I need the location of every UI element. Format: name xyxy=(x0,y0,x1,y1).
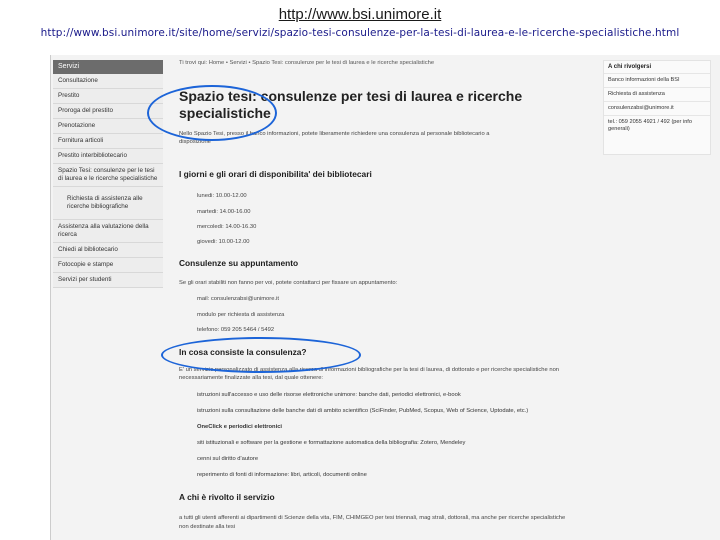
appointment-mail[interactable]: mail: consulenzabsi@unimore.it xyxy=(197,296,279,302)
aside-link-telefono: tel.: 059 2055 4921 / 492 (per info generali) xyxy=(604,115,710,136)
consult-item-banche-dati[interactable]: istruzioni sulla consultazione delle banche dati di ambito scientifico (SciFinder, PubMed, Scopus, Web of Science, Uptodate, etc.) xyxy=(197,408,529,414)
page-title-line1: Spazio tesi: consulenze per tesi di laurea e ricerche xyxy=(179,88,523,104)
sidebar-item-proroga[interactable]: Proroga del prestito xyxy=(53,104,163,119)
aside-header: A chi rivolgersi xyxy=(608,64,652,70)
appointment-text: Se gli orari stabiliti non fanno per voi, potete contattarci per fissare un appuntamento: xyxy=(179,280,398,286)
audience-line2: non destinate alla tesi xyxy=(179,524,236,530)
highlight-ellipse-consult xyxy=(161,337,361,373)
page-title-line2: specialistiche xyxy=(179,105,271,121)
consult-item-risorse[interactable]: istruzioni sull'accesso e uso delle risorse elettroniche unimore: banche dati, periodici elettronici, e-book xyxy=(197,392,461,398)
audience-line1: a tutti gli utenti afferenti ai dipartimenti di Scienze della vita, FIM, CHIMGEO per tesi triennali, mag strali, dottorali, ma anche per ricerche specialistiche xyxy=(179,515,566,521)
consult-line2: necessariamente finalizzate alla tesi, dal quale ottenere: xyxy=(179,375,324,381)
slide-title[interactable]: http://www.bsi.unimore.it xyxy=(278,6,442,23)
slide-url[interactable]: http://www.bsi.unimore.it/site/home/servizi/spazio-tesi-consulenze-per-la-tesi-di-laurea-e-le-ricerche-specialistiche.html xyxy=(40,27,680,39)
sidebar-item-assistenza-ricerche[interactable]: Richiesta di assistenza alle ricerche bibliografiche xyxy=(53,187,163,220)
sidebar-item-consultazione[interactable]: Consultazione xyxy=(53,74,163,89)
aside-link-banco[interactable]: Banco informazioni della BSI xyxy=(604,73,710,87)
consult-item-reperimento: reperimento di fonti di informazione: libri, articoli, documenti online xyxy=(197,472,367,478)
sidebar-item-spazio-tesi[interactable]: Spazio Tesi: consulenze per le tesi di laurea e le ricerche specialistiche xyxy=(53,164,163,187)
contact-aside xyxy=(603,60,711,155)
consult-item-bibliografia[interactable]: siti istituzionali e software per la gestione e formattazione automatica della bibliografia: Zotero, Mendeley xyxy=(197,440,466,446)
highlight-ellipse-title xyxy=(147,85,277,141)
sidebar-item-chiedi[interactable]: Chiedi al bibliotecario xyxy=(53,243,163,258)
schedule-wednesday: mercoledi: 14.00-16.30 xyxy=(197,224,257,230)
aside-link-assistenza[interactable]: Richiesta di assistenza xyxy=(604,87,710,101)
sidebar-header: Servizi xyxy=(53,60,163,74)
sidebar-item-fornitura[interactable]: Fornitura articoli xyxy=(53,134,163,149)
sidebar-item-studenti[interactable]: Servizi per studenti xyxy=(53,273,163,288)
sidebar-item-prestito[interactable]: Prestito xyxy=(53,89,163,104)
sidebar xyxy=(53,60,163,288)
consult-item-diritto: cenni sul diritto d'autore xyxy=(197,456,259,462)
consult-item-oneclick[interactable]: OneClick e periodici elettronici xyxy=(197,424,283,430)
schedule-monday: lunedi: 10.00-12.00 xyxy=(197,193,247,199)
schedule-thursday: giovedi: 10.00-12.00 xyxy=(197,239,250,245)
intro-line1: Nello Spazio Tesi, presso il banco informazioni, potete liberamente richiedere una consulenza al personale bibliotecario a xyxy=(179,131,490,137)
sidebar-item-interbibliotecario[interactable]: Prestito interbibliotecario xyxy=(53,149,163,164)
sidebar-item-valutazione[interactable]: Assistenza alla valutazione della ricerca xyxy=(53,220,163,243)
sidebar-item-prenotazione[interactable]: Prenotazione xyxy=(53,119,163,134)
breadcrumb[interactable]: Ti trovi qui: Home • Servizi • Spazio Tesi: consulenze per le tesi di laurea e le ricerche specialistiche xyxy=(179,60,435,66)
schedule-title: I giorni e gli orari di disponibilita' dei bibliotecari xyxy=(179,169,372,179)
appointment-title: Consulenze su appuntamento xyxy=(179,258,299,268)
schedule-tuesday: martedi: 14.00-16.00 xyxy=(197,209,251,215)
consult-line1: E' un servizio personalizzato di assistenza alla ricerca di informazioni bibliografiche per la tesi di laurea, di dottorato e per ricerche specialistiche non xyxy=(179,367,560,373)
aside-link-email[interactable]: consulenzabsi@unimore.it xyxy=(604,101,710,115)
audience-title: A chi è rivolto il servizio xyxy=(179,492,275,502)
consult-title: In cosa consiste la consulenza? xyxy=(179,347,307,357)
appointment-form-link[interactable]: modulo per richiesta di assistenza xyxy=(197,312,285,318)
intro-line2: disposizione xyxy=(179,139,211,145)
sidebar-item-fotocopie[interactable]: Fotocopie e stampe xyxy=(53,258,163,273)
appointment-phone: telefono: 059 205 5464 / 5492 xyxy=(197,327,275,333)
website-screenshot xyxy=(50,55,720,540)
